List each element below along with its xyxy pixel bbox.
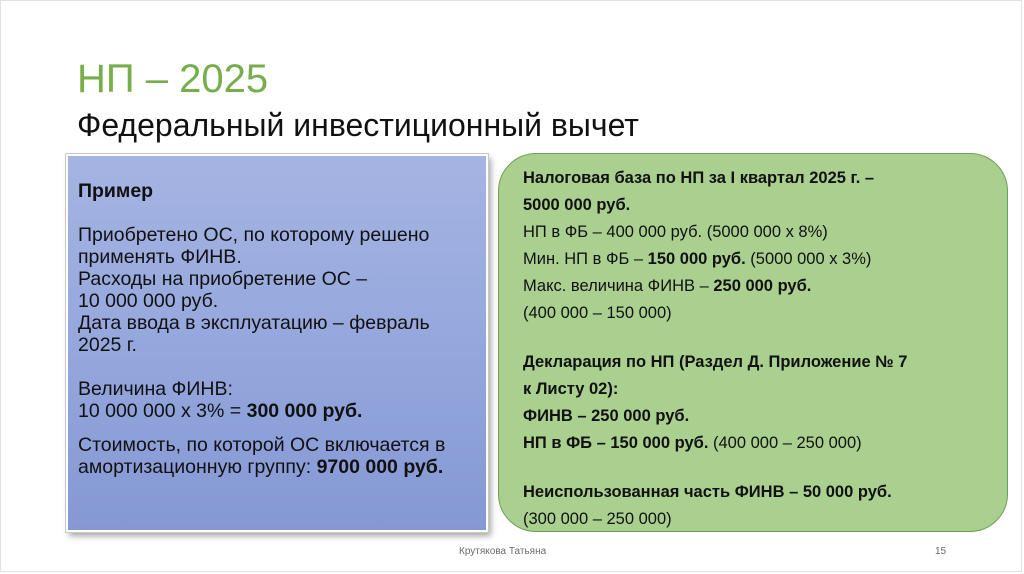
min-tax-suffix: (5000 000 х 3%): [745, 250, 872, 268]
declaration-finv: ФИНВ – 250 000 руб.: [523, 407, 690, 425]
tax-base-line: Налоговая база по НП за I квартал 2025 г. –: [523, 169, 875, 187]
example-text-finv-label: Величина ФИНВ:: [78, 378, 233, 400]
tax-base-value: 5000 000 руб.: [523, 196, 631, 214]
spacer: [78, 422, 476, 434]
example-text-acquired: Приобретено ОС, по которому решено применять ФИНВ.: [78, 224, 430, 268]
max-finv-prefix: Макс. величина ФИНВ –: [523, 277, 714, 295]
min-tax-line: [523, 246, 997, 273]
declaration-line-2: к Листу 02):: [523, 380, 619, 398]
unused-finv-line: Неиспользованная часть ФИНВ – 50 000 руб.: [523, 483, 892, 501]
calculation-box: [498, 153, 1008, 532]
example-text-commission-date: Дата ввода в эксплуатацию – февраль 2025 г.: [78, 312, 430, 356]
example-text-finv-calc: [78, 400, 476, 422]
max-finv-line: [523, 273, 997, 300]
example-box: [66, 154, 488, 532]
depreciation-prefix: Стоимость, по которой ОС включается в амортизационную группу:: [78, 434, 446, 478]
finv-calc-result: 300 000 руб.: [246, 400, 363, 422]
example-text-expenses-value: 10 000 000 руб.: [78, 290, 219, 312]
spacer: [523, 327, 997, 349]
slide-subtitle: Федеральный инвестиционный вычет: [77, 107, 639, 143]
footer-author: Крутякова Татьяна: [459, 546, 547, 557]
slide-title: НП – 2025: [77, 57, 269, 101]
example-heading: Пример: [78, 180, 154, 202]
unused-finv-calc: (300 000 – 250 000): [523, 510, 672, 528]
finv-calc-prefix: 10 000 000 х 3% =: [78, 400, 247, 422]
min-tax-prefix: Мин. НП в ФБ –: [523, 250, 648, 268]
example-text-expenses-label: Расходы на приобретение ОС –: [78, 268, 368, 290]
tax-fb-line: НП в ФБ – 400 000 руб. (5000 000 х 8%): [523, 223, 828, 241]
declaration-tax-fb: [523, 430, 997, 457]
page-number: 15: [935, 546, 947, 557]
declaration-tax-fb-calc: (400 000 – 250 000): [708, 434, 862, 452]
min-tax-value: 150 000 руб.: [647, 250, 746, 268]
declaration-tax-fb-value: НП в ФБ – 150 000 руб.: [523, 434, 709, 452]
example-text-depreciation: [78, 434, 476, 478]
spacer: [523, 457, 997, 479]
spacer: [78, 356, 476, 378]
depreciation-value: 9700 000 руб.: [316, 456, 444, 478]
declaration-line: Декларация по НП (Раздел Д. Приложение № 7: [523, 353, 908, 371]
max-finv-value: 250 000 руб.: [713, 277, 812, 295]
max-finv-calc: (400 000 – 150 000): [523, 304, 672, 322]
